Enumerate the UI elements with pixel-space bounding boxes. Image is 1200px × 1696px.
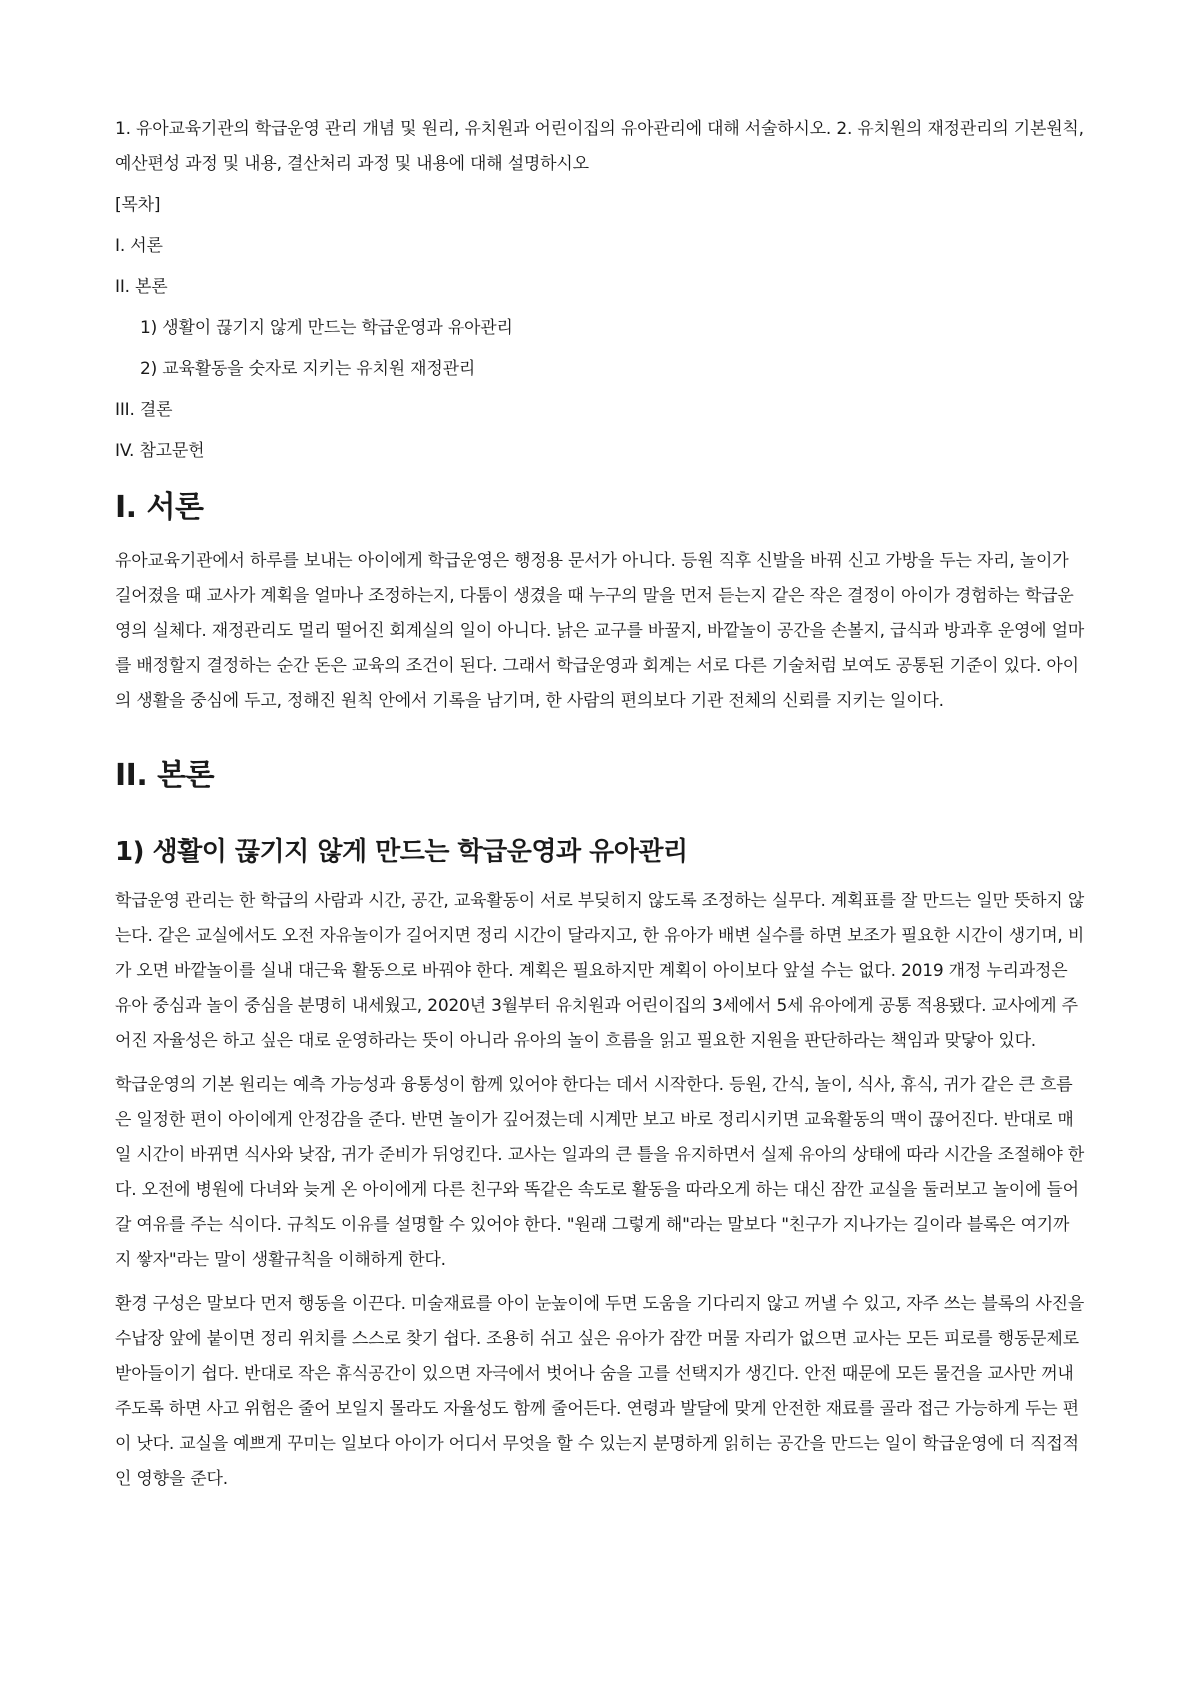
- toc-heading: [목차]: [115, 195, 161, 215]
- document-page: [115, 112, 1085, 1506]
- toc-item-body: II. 본론: [115, 277, 168, 297]
- section-spacer: [115, 728, 1085, 752]
- toc-item-references: IV. 참고문헌: [115, 441, 205, 461]
- body-heading: II. 본론: [115, 758, 215, 793]
- body-paragraph: 학급운영 관리는 한 학급의 사람과 시간, 공간, 교육활동이 서로 부딪히지 않도록 조정하는 실무다. 계획표를 잘 만드는 일만 뜻하지 않는다. 같은 교실에서도 오전 자유놀이가 길어지면 정리 시간이 달라지고, 한 유아가 배변 실수를 하면 보조가 필요한 시간이 생기며, 비가 오면 바깥놀이를 실내 대근육 활동으로 바꿔야 한다. 계획은 필요하지만 계획이 아이보다 앞설 수는 없다. 2019 개정 누리과정은 유아 중심과 놀이 중심을 분명히 내세웠고, 2020년 3월부터 유치원과 어린이집의 3세에서 5세 유아에게 공통 적용됐다. 교사에게 주어진 자율성은 하고 싶은 대로 운영하라는 뜻이 아니라 유아의 놀이 흐름을 읽고 필요한 지원을 판단하라는 책임과 맞닿아 있다.: [115, 891, 1085, 1051]
- toc-item-body-2: 2) 교육활동을 숫자로 지키는 유치원 재정관리: [140, 359, 476, 379]
- intro-paragraph: 유아교육기관에서 하루를 보내는 아이에게 학급운영은 행정용 문서가 아니다. 등원 직후 신발을 바꿔 신고 가방을 두는 자리, 놀이가 길어졌을 때 교사가 계획을 얼마나 조정하는지, 다툼이 생겼을 때 누구의 말을 먼저 듣는지 같은 작은 결정이 아이가 경험하는 학급운영의 실체다. 재정관리도 멀리 떨어진 회계실의 일이 아니다. 낡은 교구를 바꿀지, 바깥놀이 공간을 손볼지, 급식과 방과후 운영에 얼마를 배정할지 결정하는 순간 돈은 교육의 조건이 된다. 그래서 학급운영과 회계는 서로 다른 기술처럼 보여도 공통된 기준이 있다. 아이의 생활을 중심에 두고, 정해진 원칙 안에서 기록을 남기며, 한 사람의 편의보다 기관 전체의 신뢰를 지키는 일이다.: [115, 551, 1085, 711]
- intro-heading: I. 서론: [115, 490, 204, 525]
- subsection-spacer: [115, 812, 1085, 830]
- body-paragraph: 환경 구성은 말보다 먼저 행동을 이끈다. 미술재료를 아이 눈높이에 두면 도움을 기다리지 않고 꺼낼 수 있고, 자주 쓰는 블록의 사진을 수납장 앞에 붙이면 정리 위치를 스스로 찾기 쉽다. 조용히 쉬고 싶은 유아가 잠깐 머물 자리가 없으면 교사는 모든 피로를 행동문제로 받아들이기 쉽다. 반대로 작은 휴식공간이 있으면 자극에서 벗어나 숨을 고를 선택지가 생긴다. 안전 때문에 모든 물건을 교사만 꺼내 주도록 하면 사고 위험은 줄어 보일지 몰라도 자율성도 함께 줄어든다. 연령과 발달에 맞게 안전한 재료를 골라 접근 가능하게 두는 편이 낫다. 교실을 예쁘게 꾸미는 일보다 아이가 어디서 무엇을 할 수 있는지 분명하게 읽히는 공간을 만드는 일이 학급운영에 더 직접적인 영향을 준다.: [115, 1294, 1085, 1489]
- toc-item-intro: I. 서론: [115, 236, 163, 256]
- body-paragraph: 학급운영의 기본 원리는 예측 가능성과 융통성이 함께 있어야 한다는 데서 시작한다. 등원, 간식, 놀이, 식사, 휴식, 귀가 같은 큰 흐름은 일정한 편이 아이에게 안정감을 준다. 반면 놀이가 깊어졌는데 시계만 보고 바로 정리시키면 교육활동의 맥이 끊어진다. 반대로 매일 시간이 바뀌면 식사와 낮잠, 귀가 준비가 뒤엉킨다. 교사는 일과의 큰 틀을 유지하면서 실제 유아의 상태에 따라 시간을 조절해야 한다. 오전에 병원에 다녀와 늦게 온 아이에게 다른 친구와 똑같은 속도로 활동을 따라오게 하는 대신 잠깐 교실을 둘러보고 놀이에 들어갈 여유를 주는 식이다. 규칙도 이유를 설명할 수 있어야 한다. "원래 그렇게 해"라는 말보다 "친구가 지나가는 길이라 블록은 여기까지 쌓자"라는 말이 생활규칙을 이해하게 한다.: [115, 1075, 1085, 1270]
- table-of-contents: [115, 191, 1085, 465]
- assignment-question: 1. 유아교육기관의 학급운영 관리 개념 및 원리, 유치원과 어린이집의 유아관리에 대해 서술하시오. 2. 유치원의 재정관리의 기본원칙, 예산편성 과정 및 내용, 결산처리 과정 및 내용에 대해 설명하시오: [115, 119, 1084, 174]
- toc-item-conclusion: III. 결론: [115, 400, 173, 420]
- body-subheading: 1) 생활이 끊기지 않게 만드는 학급운영과 유아관리: [115, 837, 688, 867]
- toc-item-body-1: 1) 생활이 끊기지 않게 만드는 학급운영과 유아관리: [140, 318, 513, 338]
